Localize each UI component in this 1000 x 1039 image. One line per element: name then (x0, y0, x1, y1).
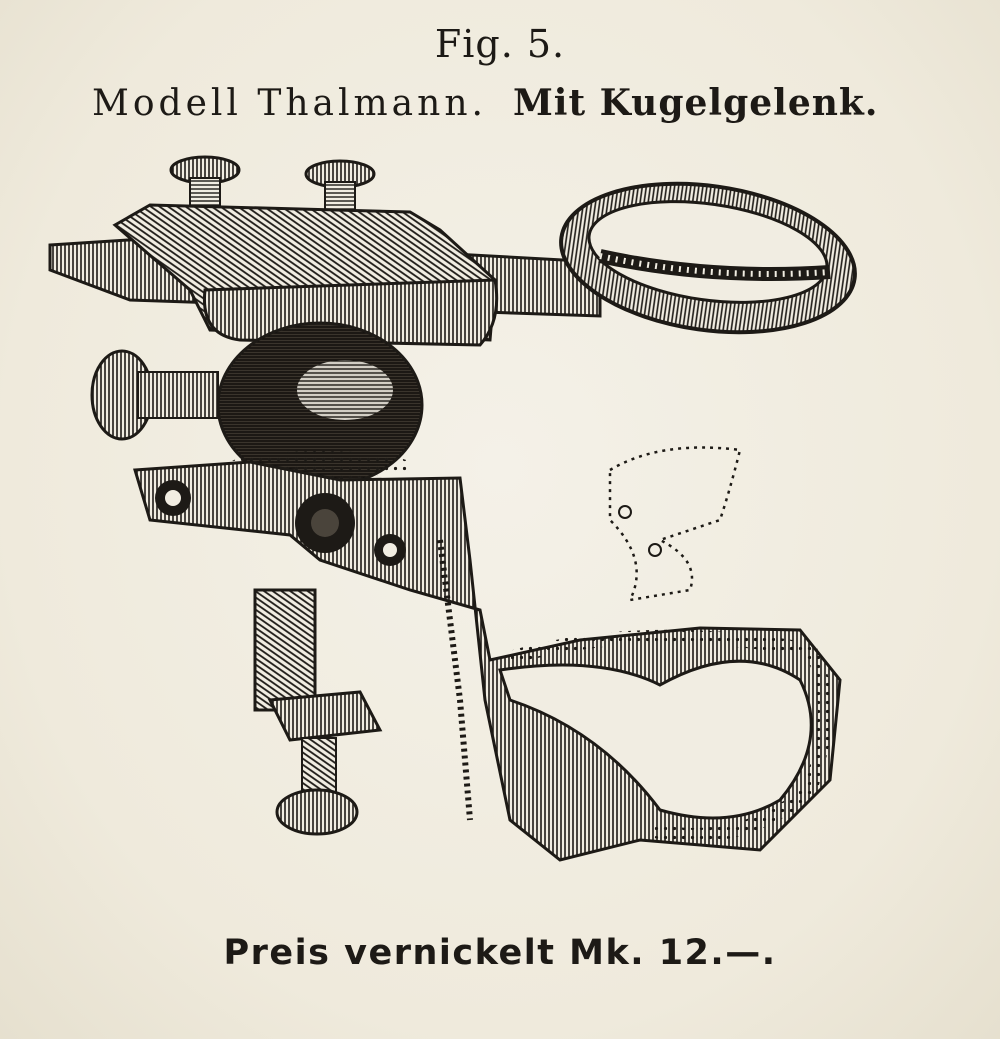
price-caption: Preis vernickelt Mk. 12.—. (223, 933, 777, 973)
dotted-outline (610, 448, 740, 601)
model-heading (92, 82, 972, 124)
model-feature: Mit Kugelgelenk. (512, 82, 879, 124)
clamp-frame (135, 462, 840, 860)
upper-ring-handle (551, 166, 864, 350)
clamp-screw (255, 590, 380, 834)
figure-label: Fig. 5. (434, 22, 566, 66)
top-thumb-screws (171, 157, 374, 212)
side-knob-screw (92, 351, 218, 439)
model-name: Modell Thalmann. (92, 83, 487, 124)
device-engraving (40, 140, 880, 900)
